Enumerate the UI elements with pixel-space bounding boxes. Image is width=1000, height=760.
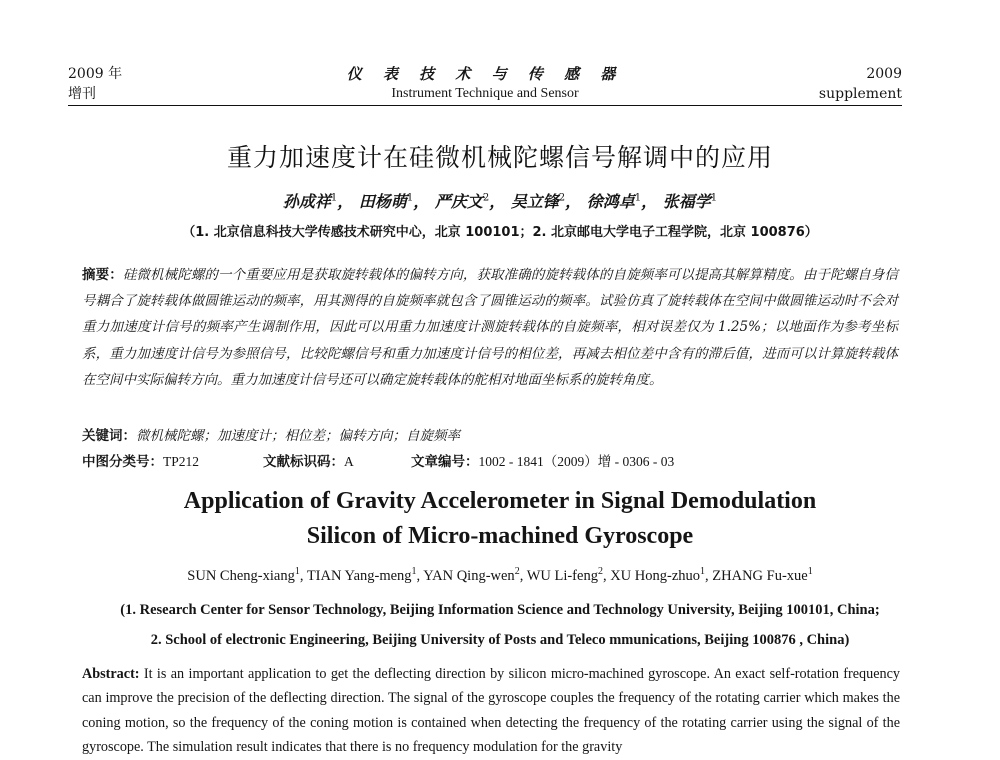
header-issue-en: supplement <box>818 86 902 102</box>
author-affiliation-mark: 1 <box>710 192 718 204</box>
author-affiliation-mark: 1 <box>634 192 642 204</box>
author-name: 张福学 <box>662 192 711 211</box>
title-en-line-2: Silicon of Micro-machined Gyroscope <box>306 523 694 549</box>
article-number <box>411 450 674 474</box>
header-center <box>68 64 902 104</box>
author-name-en: ZHANG Fu-xue <box>712 567 808 584</box>
author-affiliation-mark: 2 <box>597 566 603 577</box>
affiliations-en <box>0 595 1000 655</box>
author-name: 徐鸿卓 <box>586 192 635 211</box>
doc-value: A <box>344 454 354 469</box>
affiliation-en-line-2: 2. School of electronic Engineering, Beijing University of Posts and Teleco mmunications, Beijing 100876 , China) <box>150 632 850 648</box>
author-name-en: YAN Qing-wen <box>423 567 515 584</box>
keywords-text: 微机械陀螺；加速度计；相位差；偏转方向；自旋频率 <box>136 428 460 444</box>
header-right <box>819 64 902 104</box>
author-affiliation-mark: 1 <box>411 566 417 577</box>
author-name: 吴立锋 <box>510 192 559 211</box>
author-affiliation-mark: 2 <box>514 566 520 577</box>
author-affiliation-mark: 1 <box>406 192 414 204</box>
author-affiliation-mark: 1 <box>700 566 706 577</box>
author-name: 田杨萌 <box>358 192 407 211</box>
clc-value: TP212 <box>163 454 200 469</box>
header-year-en: 2009 <box>866 66 902 82</box>
affiliations-cn: （1. 北京信息科技大学传感技术研究中心，北京 100101；2. 北京邮电大学电子工程学院，北京 100876） <box>182 225 818 240</box>
clc-label: 中图分类号： <box>82 454 163 470</box>
author-affiliation-mark: 1 <box>807 566 813 577</box>
journal-name-cn: 仪 表 技 术 与 传 感 器 <box>346 65 624 83</box>
title-en-line-1: Application of Gravity Accelerometer in Signal Demodulation <box>183 488 817 514</box>
abstract-en <box>82 662 900 760</box>
header-issue: 增刊 <box>68 86 96 102</box>
author-affiliation-mark: 2 <box>558 192 566 204</box>
author-affiliation-mark: 2 <box>482 192 490 204</box>
author-name-en: WU Li-feng <box>526 567 598 584</box>
author-name: 严庆文 <box>434 192 483 211</box>
abstract-en-text: It is an important application to get the deflecting direction by silicon micro-machined gyroscope. An exact self-rotation frequency can improve the precision of the deflecting direction. The signal of the gyroscope couples the frequency of the rotating carrier which makes the coning motion, so the frequency of the coning motion is contained when detecting the frequency of the rotating carrier using the signal of the gyroscope. The simulation result indicates that there is no frequency modulation for the gravity <box>82 666 901 756</box>
keywords-cn <box>82 423 898 449</box>
clc-code <box>82 450 199 474</box>
journal-header <box>68 62 902 106</box>
author-name-en: SUN Cheng-xiang <box>187 567 295 584</box>
paper-title-cn: 重力加速度计在硅微机械陀螺信号解调中的应用 <box>226 143 773 172</box>
author-affiliation-mark: 1 <box>294 566 300 577</box>
paper-title-en <box>0 484 1000 554</box>
author-name-en: TIAN Yang-meng <box>306 567 412 584</box>
abstract-cn-label: 摘要： <box>82 267 123 283</box>
abstract-cn <box>82 262 898 393</box>
abstract-en-label: Abstract: <box>82 666 140 682</box>
abstract-cn-text: 硅微机械陀螺的一个重要应用是获取旋转载体的偏转方向，获取准确的旋转载体的自旋频率可以提高其解算精度。由于陀螺自身信号耦合了旋转载体做圆锥运动的频率，用其测得的自旋频率就包含了圆锥运动的频率。试验仿真了旋转载体在空间中做圆锥运动时不会对重力加速度计信号的频率产生调制作用，因此可以用重力加速度计测旋转载体的自旋频率，相对误差仅为 1.25%；以地面作为参考坐标系，重力加速度计信号为参照信号，比较陀螺信号和重力加速度计信号的相位差，再减去相位差中含有的滞后值，进而可以计算旋转载体在空间中实际偏转方向。重力加速度计信号还可以确定旋转载体的舵相对地面坐标系的旋转角度。 <box>82 267 899 388</box>
header-year: 2009 年 <box>68 66 123 82</box>
journal-name-en: Instrument Technique and Sensor <box>391 86 579 101</box>
affiliation-en-line-1: (1. Research Center for Sensor Technology, Beijing Information Science and Technology University, Beijing 100101, China; <box>120 602 880 618</box>
author-affiliation-mark: 1 <box>330 192 338 204</box>
classification-row <box>82 450 898 474</box>
author-name-en: XU Hong-zhuo <box>610 567 701 584</box>
document-code <box>263 450 354 474</box>
keywords-label: 关键词： <box>82 428 136 444</box>
author-name: 孙成祥 <box>282 192 331 211</box>
article-label: 文章编号： <box>411 454 479 470</box>
author-list-en: SUN Cheng-xiang$^1$, TIAN Yang-meng$^1$, YAN Qing-wen$^2$, WU Li-feng$^2$, XU Hong-zhuo$^1$, ZHANG Fu-xue$^1$ <box>187 566 813 584</box>
doc-label: 文献标识码： <box>263 454 344 470</box>
author-list-cn: 孙成祥$^1$， 田杨萌$^1$， 严庆文$^2$， 吴立锋$^2$， 徐鸿卓$^1$， 张福学$^1$ <box>282 192 718 211</box>
article-value: 1002 - 1841（2009）增 - 0306 - 03 <box>478 454 675 469</box>
